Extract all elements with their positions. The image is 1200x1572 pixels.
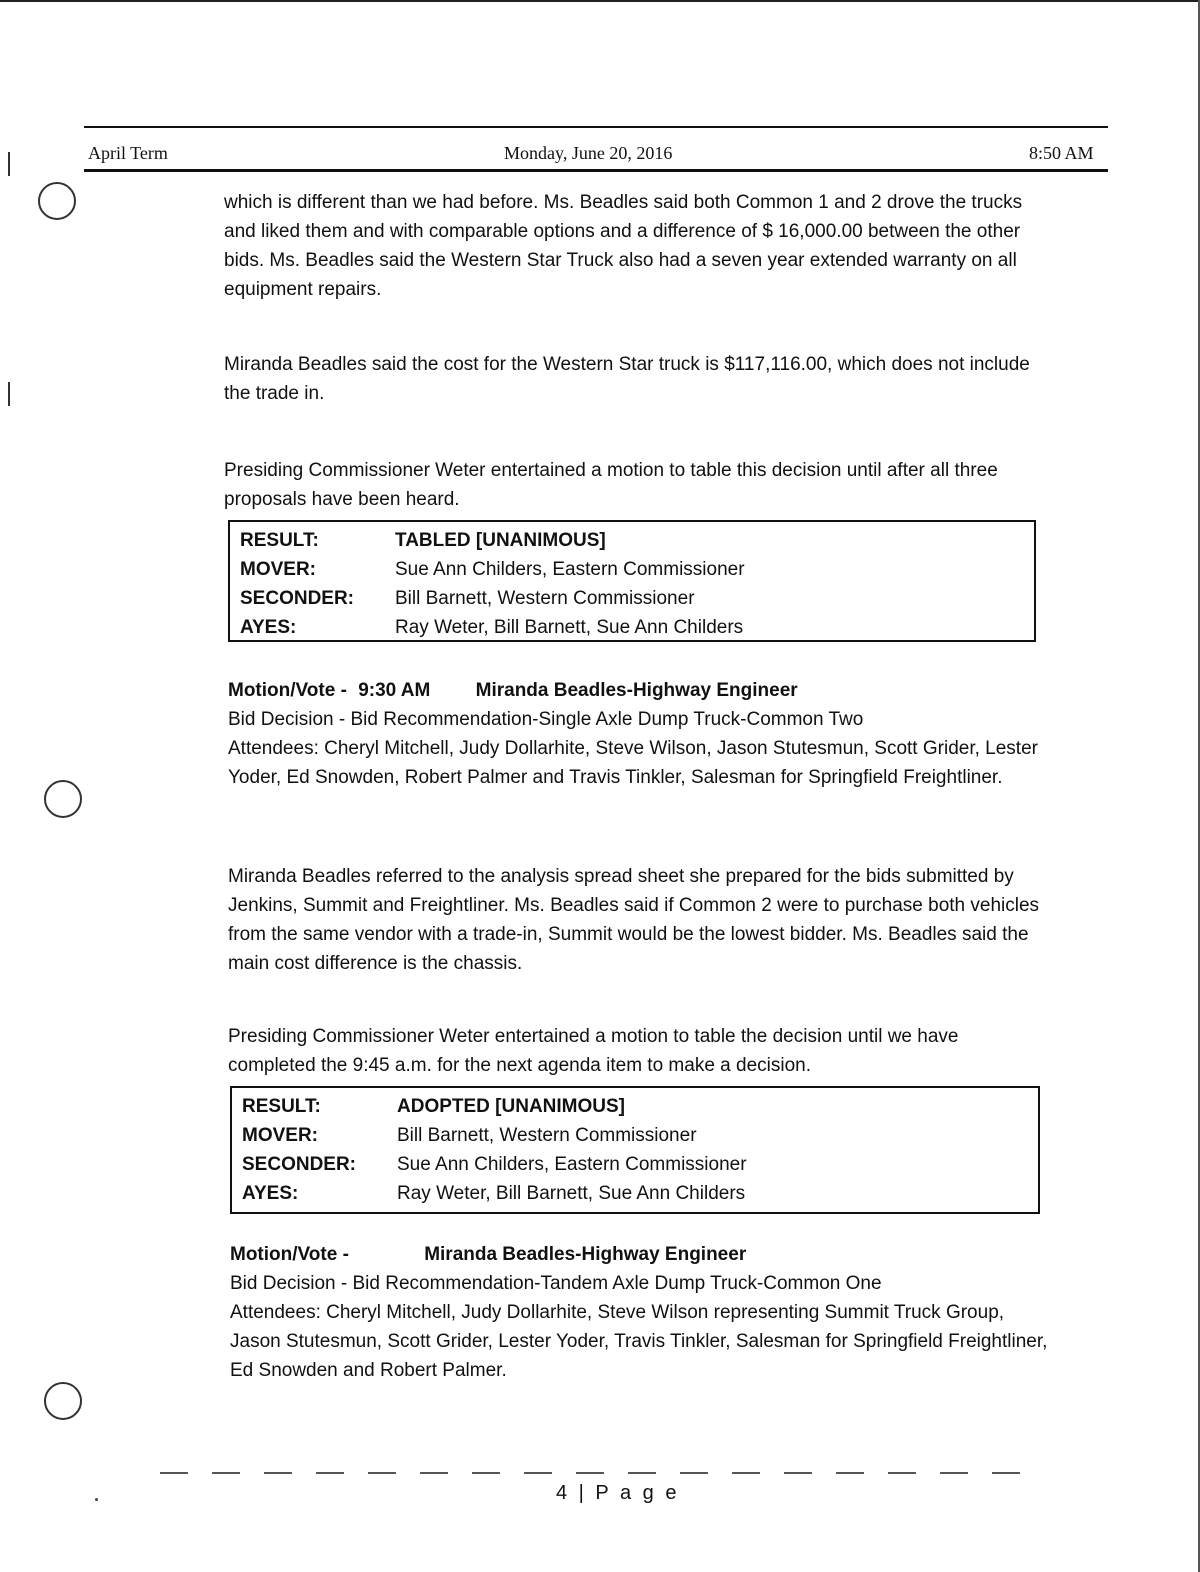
paragraph-analysis xyxy=(228,862,1048,978)
scan-mark xyxy=(8,152,10,176)
attendees: Attendees: Cheryl Mitchell, Judy Dollarhite, Steve Wilson representing Summit Truck Group, Jason Stutesmun, Scott Grider, Lester Yoder, Travis Tinkler, Salesman for Springfield Freightliner, Ed Snowden and Robert Palmer. xyxy=(230,1302,1048,1381)
bid-decision: Bid Decision - Bid Recommendation-Single Axle Dump Truck-Common Two xyxy=(228,709,864,730)
motion-heading xyxy=(228,676,1048,705)
meeting-time: 8:50 AM xyxy=(1029,143,1094,163)
seconder-label: SECONDER: xyxy=(240,588,355,609)
vote-result-box xyxy=(228,520,1036,642)
motion-label: Motion/Vote - xyxy=(230,1244,349,1265)
bid-decision: Bid Decision - Bid Recommendation-Tandem Axle Dump Truck-Common One xyxy=(230,1273,882,1294)
ayes-value: Ray Weter, Bill Barnett, Sue Ann Childers xyxy=(395,617,744,638)
term-label: April Term xyxy=(88,143,168,163)
result-label: RESULT: xyxy=(240,530,319,551)
paragraph-motion-table xyxy=(224,456,1044,514)
paragraph-continuation xyxy=(224,188,1044,304)
paragraph-text: Presiding Commissioner Weter entertained a motion to table this decision until after all three proposals have been heard. xyxy=(224,460,998,510)
motion-presenter: Miranda Beadles-Highway Engineer xyxy=(424,1244,747,1265)
binder-hole-icon xyxy=(44,780,82,818)
paragraph-text: Miranda Beadles said the cost for the Western Star truck is $117,116.00, which does not include the trade in. xyxy=(224,354,1030,404)
scan-mark xyxy=(8,382,10,406)
motion-presenter: Miranda Beadles-Highway Engineer xyxy=(475,680,798,701)
ayes-label: AYES: xyxy=(240,617,297,638)
seconder-label: SECONDER: xyxy=(242,1154,357,1175)
ayes-label: AYES: xyxy=(242,1183,299,1204)
paragraph-text: Miranda Beadles referred to the analysis spread sheet she prepared for the bids submitted by Jenkins, Summit and Freightliner. Ms. Beadles said if Common 2 were to purchase both vehicles from the same vendor with a trade-in, Summit would be the lowest bidder. Ms. Beadles said the main cost difference is the chassis. xyxy=(228,866,1040,974)
header-rule-top xyxy=(84,126,1108,128)
binder-hole-icon xyxy=(38,182,76,220)
vote-row-result xyxy=(240,526,1024,555)
mover-label: MOVER: xyxy=(240,559,316,580)
motion-block-single-axle xyxy=(228,676,1048,792)
page-number: 4 | P a g e xyxy=(556,1482,680,1504)
seconder-value: Sue Ann Childers, Eastern Commissioner xyxy=(397,1154,747,1175)
motion-label: Motion/Vote - xyxy=(228,680,347,701)
binder-hole-icon xyxy=(44,1382,82,1420)
header-rule-bottom xyxy=(84,169,1108,172)
motion-block-tandem-axle xyxy=(230,1240,1050,1385)
attendees: Attendees: Cheryl Mitchell, Judy Dollarhite, Steve Wilson, Jason Stutesmun, Scott Grider, Lester Yoder, Ed Snowden, Robert Palmer and Travis Tinkler, Salesman for Springfield Freightliner. xyxy=(228,738,1038,788)
mover-value: Bill Barnett, Western Commissioner xyxy=(397,1125,697,1146)
motion-time: 9:30 AM xyxy=(358,680,431,701)
vote-result-box xyxy=(230,1086,1040,1214)
vote-row-mover xyxy=(240,555,1024,584)
vote-row-seconder xyxy=(240,584,1024,613)
page-top-edge xyxy=(0,0,1200,2)
seconder-value: Bill Barnett, Western Commissioner xyxy=(395,588,695,609)
ayes-value: Ray Weter, Bill Barnett, Sue Ann Childers xyxy=(397,1183,746,1204)
paragraph-cost xyxy=(224,350,1044,408)
paragraph-text: which is different than we had before. Ms. Beadles said both Common 1 and 2 drove the trucks and liked them and with comparable options and a difference of $ 16,000.00 between the other bids. Ms. Beadles said the Western Star Truck also had a seven year extended warranty on all equipment repairs. xyxy=(224,192,1023,300)
vote-row-result xyxy=(242,1092,1028,1121)
result-label: RESULT: xyxy=(242,1096,321,1117)
scan-speck xyxy=(95,1498,98,1501)
mover-value: Sue Ann Childers, Eastern Commissioner xyxy=(395,559,745,580)
vote-row-seconder xyxy=(242,1150,1028,1179)
vote-row-ayes xyxy=(240,613,1024,642)
footer-dashed-rule xyxy=(160,1472,1020,1474)
mover-label: MOVER: xyxy=(242,1125,318,1146)
meeting-date: Monday, June 20, 2016 xyxy=(504,143,673,163)
vote-row-mover xyxy=(242,1121,1028,1150)
paragraph-motion-table-2 xyxy=(228,1022,1048,1080)
motion-heading xyxy=(230,1240,1050,1269)
result-value: TABLED [UNANIMOUS] xyxy=(395,530,606,551)
result-value: ADOPTED [UNANIMOUS] xyxy=(397,1096,625,1117)
paragraph-text: Presiding Commissioner Weter entertained a motion to table the decision until we have completed the 9:45 a.m. for the next agenda item to make a decision. xyxy=(228,1026,959,1076)
vote-row-ayes xyxy=(242,1179,1028,1208)
